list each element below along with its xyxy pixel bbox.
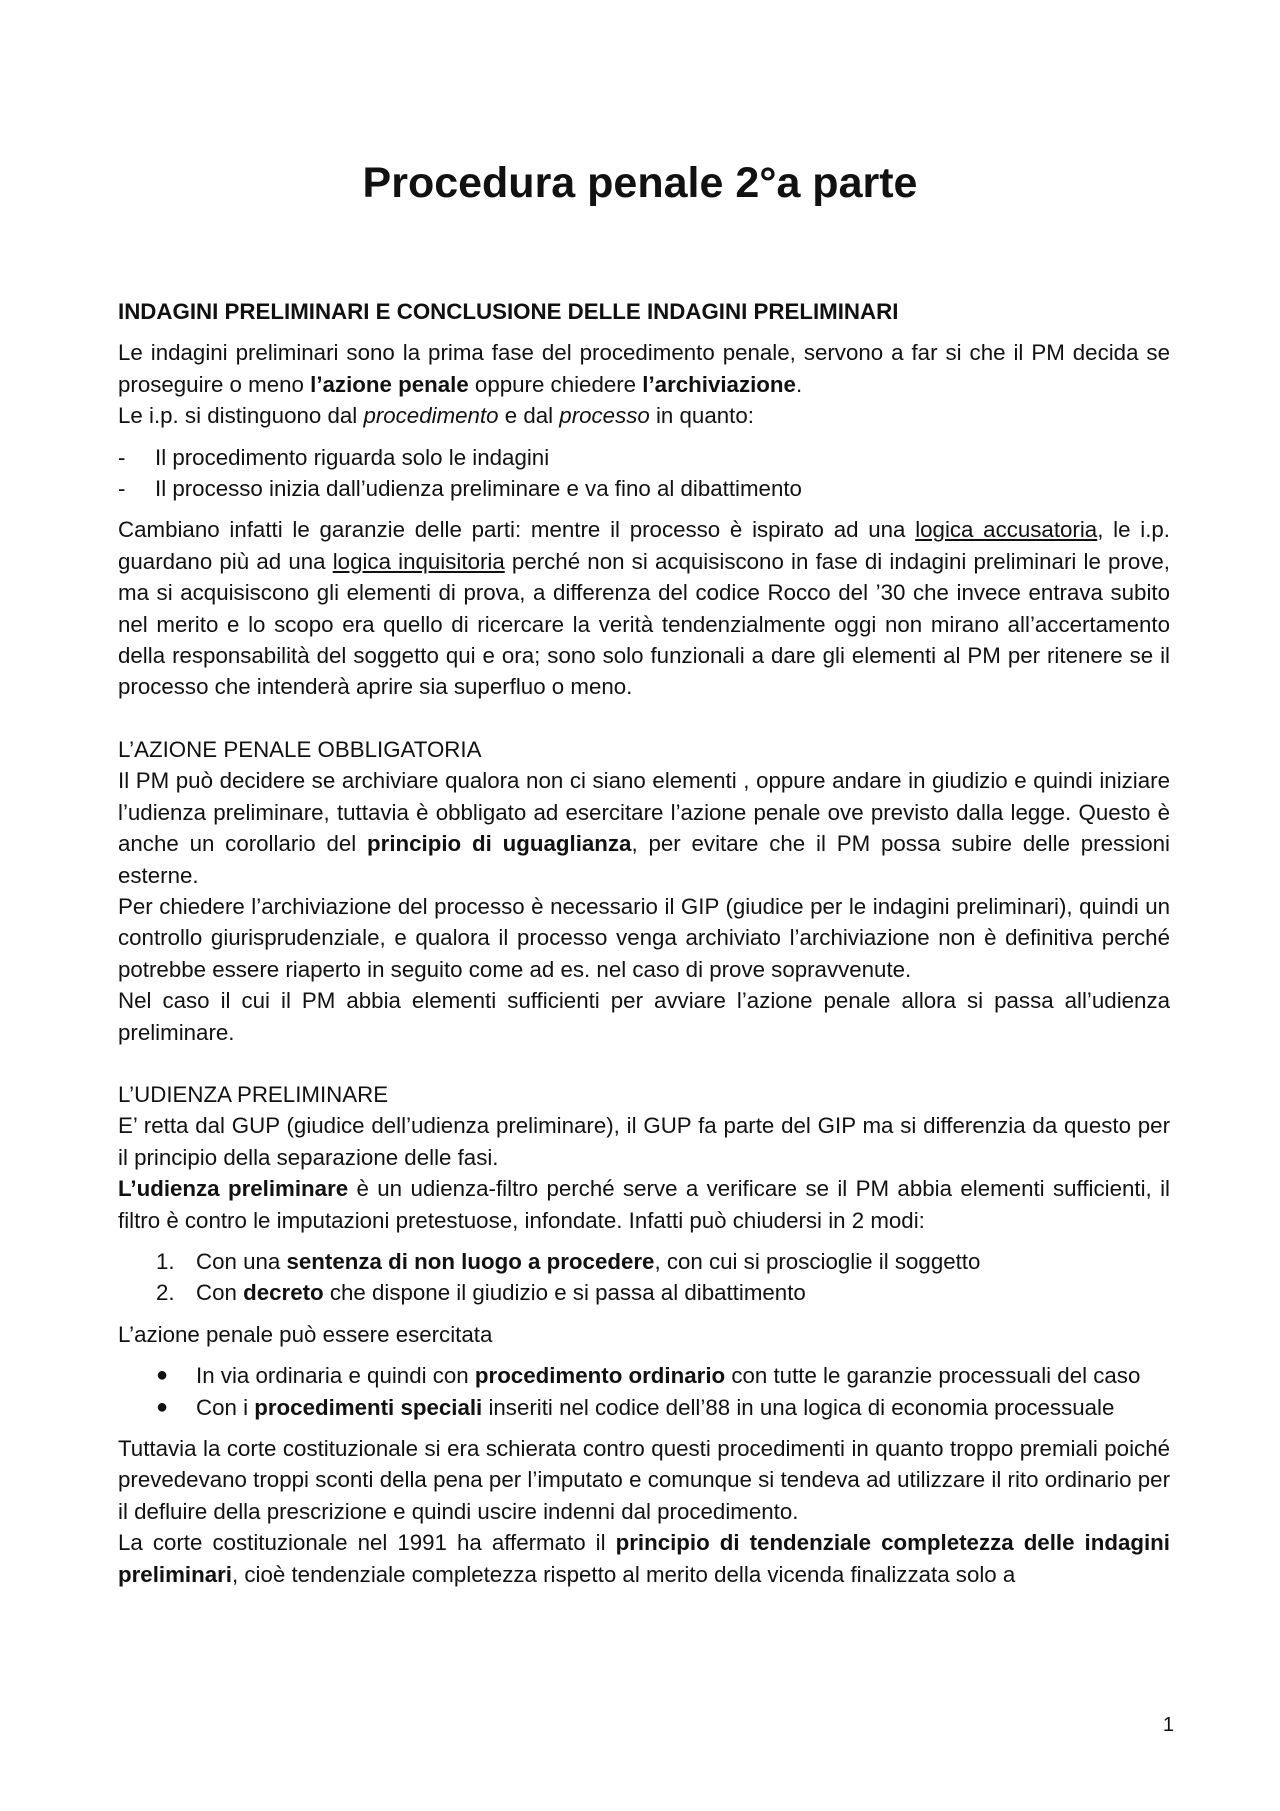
list-item: - Il procedimento riguarda solo le indagini: [118, 442, 1170, 473]
italic-text: processo: [559, 403, 650, 429]
text-span: Con: [196, 1280, 244, 1306]
italic-text: procedimento: [363, 403, 499, 429]
text-span: Con i: [196, 1394, 255, 1420]
paragraph: Per chiedere l’archiviazione del processo è necessario il GIP (giudice per le indagini preliminari), quindi un controllo giurisprudenziale, e qualora il processo venga archiviato l’archiviazione non è definitiva perché potrebbe essere riaperto in seguito come ad es. nel caso di prove sopravvenute.: [118, 893, 1170, 982]
numbered-list: [118, 1246, 1170, 1309]
text-span: in quanto:: [649, 403, 754, 429]
text-span: , con cui si proscioglie il soggetto: [654, 1248, 981, 1274]
bold-text: procedimento ordinario: [474, 1363, 726, 1389]
dash-list: [118, 442, 1170, 505]
list-number: 2.: [156, 1280, 175, 1306]
text-span: .: [795, 371, 803, 397]
underlined-text: logica accusatoria: [915, 517, 1098, 543]
text-span: Il PM può decidere se archiviare qualora non ci siano elementi , oppure andare in giudizio e quindi iniziare l’udienza preliminare, tuttavia è obbligato ad esercitare l’azione penale ove previsto dalla legge. Questo è anche un corollario del: [118, 768, 1170, 857]
underlined-text: logica inquisitoria: [332, 548, 505, 574]
text-span: è un udienza-filtro perché serve a verificare se il PM abbia elementi sufficienti, il filtro è contro le imputazioni pretestuose, infondate. Infatti può chiudersi in 2 modi:: [118, 1176, 1170, 1233]
text-span: perché non si acquisiscono in fase di indagini preliminari le prove, ma si acquisiscono gli elementi di prova, a differenza del codice Rocco del ’30 che invece entrava subito nel merito e lo scopo era quello di ricercare la verità tendenzialmente oggi non mirano all’accertamento della responsabilità del soggetto qui e ora; sono solo funzionali a dare gli elementi al PM per ritenere se il processo che intenderà aprire sia superfluo o meno.: [118, 548, 1171, 700]
paragraph: E’ retta dal GUP (giudice dell’udienza preliminare), il GUP fa parte del GIP ma si differenzia da questo per il principio della separazione delle fasi.: [118, 1113, 1170, 1170]
bullet-icon: ●: [156, 1395, 169, 1418]
text-span: inseriti nel codice dell’88 in una logica di economia processuale: [482, 1394, 1115, 1420]
list-item: - Il processo inizia dall’udienza preliminare e va fino al dibattimento: [118, 473, 1170, 504]
bold-text: decreto: [243, 1280, 324, 1306]
bold-text: procedimenti speciali: [254, 1394, 483, 1420]
paragraph: [118, 1527, 1170, 1590]
text-span: Cambiano infatti le garanzie delle parti: mentre il processo è ispirato ad una: [118, 517, 916, 543]
list-item: [118, 1392, 1170, 1423]
text-span: La corte costituzionale nel 1991 ha affermato il: [118, 1530, 616, 1556]
text-span: , cioè tendenziale completezza rispetto al merito della vicenda finalizzata solo a: [232, 1561, 1016, 1587]
list-number: 1.: [156, 1248, 175, 1274]
document-title: Procedura penale 2°a parte: [362, 159, 918, 207]
text-span: , per evitare che il PM possa subire delle pressioni esterne.: [118, 831, 1171, 888]
bold-text: l’archiviazione: [642, 371, 796, 397]
text-span: Con una: [196, 1248, 287, 1274]
paragraph: L’azione penale può essere esercitata: [118, 1321, 493, 1347]
text-span: e dal: [498, 403, 560, 429]
section-heading-azione-penale: L’AZIONE PENALE OBBLIGATORIA: [118, 736, 482, 762]
text-span: che dispone il giudizio e si passa al dibattimento: [323, 1280, 806, 1306]
paragraph: [118, 1173, 1170, 1236]
text-span: In via ordinaria e quindi con: [196, 1363, 475, 1389]
bold-text: sentenza di non luogo a procedere: [286, 1248, 655, 1274]
page-number: 1: [1162, 1714, 1174, 1736]
text-span: oppure chiedere: [468, 371, 643, 397]
paragraph: [118, 337, 1170, 400]
text-span: con tutte le garanzie processuali del caso: [725, 1363, 1141, 1389]
bold-text: L’udienza preliminare: [118, 1176, 349, 1202]
text-span: , le i.p. guardano più ad una: [118, 517, 1170, 574]
text-span: Le indagini preliminari sono la prima fase del procedimento penale, servono a far si che il PM decida se proseguire o meno: [118, 340, 1170, 397]
bold-text: principio di uguaglianza: [367, 831, 632, 857]
bold-text: l’azione penale: [310, 371, 469, 397]
document-body: [118, 296, 1170, 1590]
section-heading-indagini: INDAGINI PRELIMINARI E CONCLUSIONE DELLE INDAGINI PRELIMINARI: [118, 299, 899, 324]
list-item: [118, 1360, 1170, 1391]
section-heading-udienza: L’UDIENZA PRELIMINARE: [118, 1081, 389, 1107]
text-span: Le i.p. si distinguono dal: [118, 403, 364, 429]
paragraph: [118, 765, 1170, 891]
paragraph: [118, 400, 1170, 431]
list-item: [118, 1277, 1170, 1308]
paragraph: [118, 514, 1170, 702]
list-item: [118, 1246, 1170, 1277]
bullet-icon: ●: [156, 1364, 169, 1387]
paragraph: Tuttavia la corte costituzionale si era schierata contro questi procedimenti in quanto troppo premiali poiché prevedevano troppi sconti della pena per l’imputato e comunque si tendeva ad utilizzare il rito ordinario per il defluire della prescrizione e quindi uscire indenni dal procedimento.: [118, 1436, 1170, 1524]
paragraph: Nel caso il cui il PM abbia elementi sufficienti per avviare l’azione penale allora si passa all’udienza preliminare.: [118, 988, 1170, 1045]
bullet-list: [118, 1360, 1170, 1423]
bold-text: principio di tendenziale completezza delle indagini preliminari: [118, 1530, 1171, 1587]
